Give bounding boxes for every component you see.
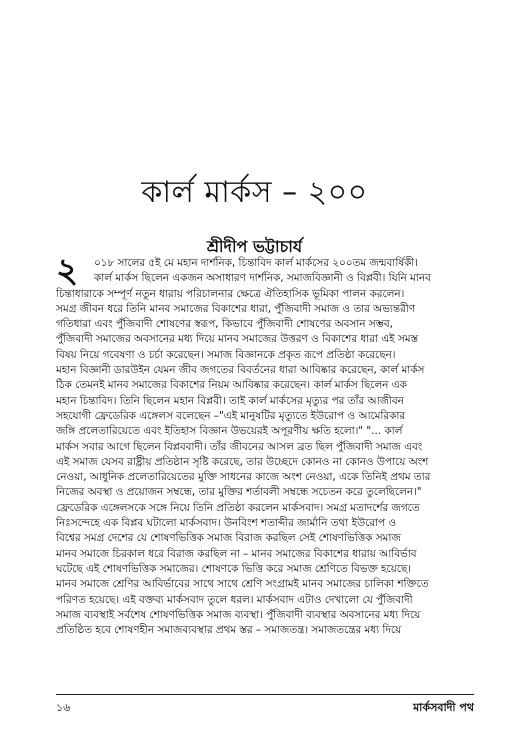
body-line: পুঁজিবাদী সমাজের অবসানের মধ্য দিয়ে মানব সমাজের উত্তরণ ও বিকাশের ধারা এই সমস্ত [56,333,418,346]
body-lines [56,287,472,639]
body-line: জঙ্গি প্রলেতারিয়েতে এবং ইতিহাস বিজ্ঞান উভয়েরই অপূরণীয় ক্ষতি হলো।" "... কার্ল [56,425,403,438]
body-line: নেওয়া, আধুনিক প্রলেতারিয়েতের মুক্তি সাধনের কাজে অংশ নেওয়া, একে তিনিই প্রথম তার [56,471,431,484]
body-line: ফ্রেডেরিক এঙ্গেলসকে সঙ্গে নিয়ে তিনি প্রতিষ্ঠা করলেন মার্কসবাদ। সমগ্র মতাদর্শের জগতে [56,501,420,514]
body-line: ঘটেছে এই শোষণভিত্তিক সমাজের। শোষণকে ভিত্তি করে সমাজ শ্রেণিতে বিভক্ত হয়েছে। [56,562,411,575]
author-name: শ্রীদীপ ভট্টাচার্য [206,237,303,256]
body-line: গতিধারা এবং পুঁজিবাদী শোষণের স্বরূপ, কিভাবে পুঁজিবাদী শোষণের অবসান সম্ভব, [56,318,393,331]
body-line: বিষয় নিয়ে গবেষণা ও চর্চা করেছেন। সমাজ বিজ্ঞানকে প্রকৃত রূপে প্রতিষ্ঠা করেছেন। [56,348,396,361]
body-line: নিঃসন্দেহে এক বিপ্লব ঘটালো মার্কসবাদ। উনবিংশ শতাব্দীর জার্মানি তথা ইউরোপ ও [56,517,396,530]
article-body [56,251,472,638]
body-line: মানব সমাজে শ্রেণির আবির্ভাবের সাথে সাথে শ্রেণি সংগ্রামই মানব সমাজের চালিকা শক্তিতে [56,578,429,591]
page-number: ১৬ [56,701,71,714]
body-line: ০১৮ সালের ৫ই মে মহান দার্শনিক, চিন্তাবিদ কার্ল মার্কসের ২০০তম জন্মবার্ষিকী। [94,257,418,269]
footer-divider [56,694,474,695]
body-line: মহান বিজ্ঞানী ডারউইন যেমন জীব জগতের বিবর্তনের ধারা আবিষ্কার করেছেন, কার্ল মার্কস [56,364,425,377]
body-line: নিজের অবস্থা ও প্রয়োজন সম্বন্ধে, তার মুক্তির শর্তাবলী সম্বন্ধে সচেতন করে তুলেছিলেন।" [56,486,422,499]
body-line: সহযোগী ফ্রেডেরিক এঙ্গেলস বলেছেন –"এই মানুষটির মৃত্যুতে ইউরোপ ও আমেরিকার [56,409,406,422]
body-line: মানব সমাজে চিরকাল ধরে বিরাজ করছিল না – মানব সমাজের বিকাশের ধারায় আবির্ভাব [56,547,417,560]
body-line: চিন্তাধারাকে সম্পূর্ণ নতুন ধারায় পরিচালনার ক্ষেত্রে ঐতিহাসিক ভূমিকা পালন করলেন। [56,287,405,300]
body-line: মার্কস সবার আগে ছিলেন বিপ্লববাদী। তাঁর জীবনের আসল ব্রত ছিল পুঁজিবাদী সমাজ এবং [56,440,423,453]
body-line: পরিণত হয়েছে। এই বক্তব্য মার্কসবাদ তুলে ধরল। মার্কসবাদ এটাও দেখালো যে পুঁজিবাদী [56,593,413,606]
body-line: মহান চিন্তাবিদ। তিনি ছিলেন মহান বিপ্লবী। তাই কার্ল মার্কসের মৃত্যুর পর তাঁর আজীবন [56,394,404,407]
body-line: প্রতিষ্ঠিত হবে শোষণহীন সমাজব্যবস্থার প্রথম স্তর – সমাজতন্ত্র। সমাজতন্ত্রের মধ্য দিয়ে [56,624,402,637]
body-line: সমাজ ব্যবস্থাই সর্বশেষ শোষণভিত্তিক সমাজ ব্যবস্থা। পুঁজিবাদী ব্যবস্থার অবসানের মধ্য দিয়ে [56,608,421,621]
opening-paragraph [56,251,472,291]
article-title: কার্ল মার্কস – ২০০ [141,175,368,210]
body-line: ঠিক তেমনই মানব সমাজের বিকাশের নিয়ম আবিষ্কার করেছেন। কার্ল মার্কস ছিলেন এক [56,379,407,392]
drop-cap: ২ [56,251,79,291]
body-line: সমগ্র জীবন ধরে তিনি মানব সমাজের বিকাশের ধারা, পুঁজিবাদী সমাজ ও তার অভ্যন্তরীণ [56,302,416,315]
body-line: এই সমাজ যেসব রাষ্ট্রীয় প্রতিষ্ঠান সৃষ্টি করেছে, তার উচ্ছেদে কোনও না কোনও উপায়ে অংশ [56,455,429,468]
body-line: কার্ল মার্কস ছিলেন একজন অসাধারণ দার্শনিক, সমাজবিজ্ঞানী ও বিপ্লবী। যিনি মানব [94,272,431,285]
publication-title: মার্কসবাদী পথ [413,701,474,714]
body-line: বিশ্বের সমগ্র দেশের যে শোষণভিত্তিক সমাজ বিরাজ করছিল সেই শোষণভিত্তিক সমাজ [56,532,401,545]
